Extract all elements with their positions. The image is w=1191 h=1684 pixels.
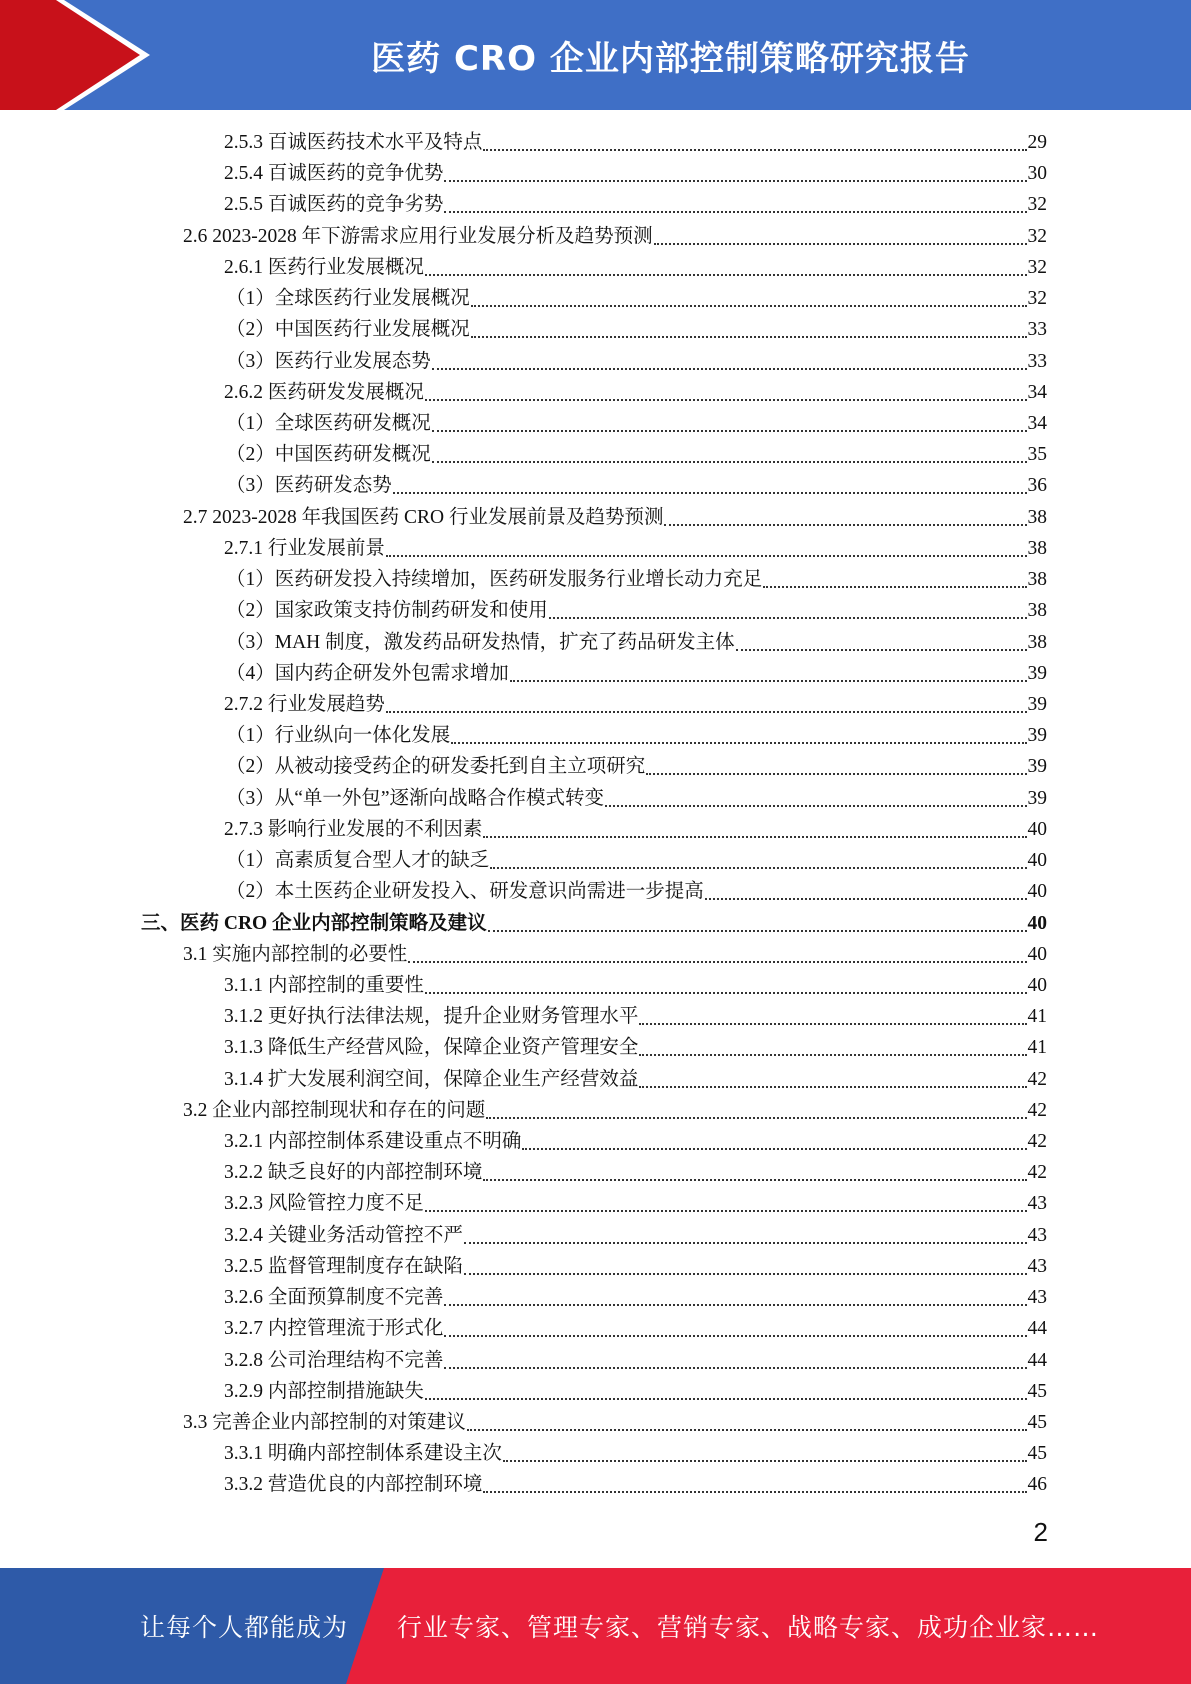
toc-entry-page: 32 xyxy=(1027,194,1047,216)
toc-entry-label: 3.2.4 关键业务活动管控不严 xyxy=(224,1224,463,1246)
toc-entry[interactable] xyxy=(224,1313,1047,1344)
toc-dot-leader xyxy=(486,1116,1026,1119)
footer-bar xyxy=(0,1568,1191,1684)
toc-dot-leader xyxy=(451,741,1026,744)
toc-entry-page: 40 xyxy=(1027,881,1047,903)
toc-dot-leader xyxy=(471,304,1027,307)
toc-entry-label: 3.2.1 内部控制体系建设重点不明确 xyxy=(224,1131,522,1153)
toc-entry-page: 40 xyxy=(1027,818,1047,840)
toc-entry[interactable] xyxy=(224,1469,1047,1500)
toc-entry[interactable] xyxy=(226,720,1047,751)
toc-entry-label: （1）全球医药行业发展概况 xyxy=(226,288,470,310)
toc-entry-page: 38 xyxy=(1027,600,1047,622)
toc-entry-page: 41 xyxy=(1027,1006,1047,1028)
toc-entry[interactable] xyxy=(226,595,1047,626)
toc-entry[interactable] xyxy=(224,377,1047,408)
toc-dot-leader xyxy=(425,1397,1027,1400)
toc-dot-leader xyxy=(763,585,1026,588)
toc-dot-leader xyxy=(444,1366,1026,1369)
toc-entry-label: 2.5.3 百诚医药技术水平及特点 xyxy=(224,132,483,153)
toc-entry-page: 43 xyxy=(1027,1255,1047,1277)
toc-entry-page: 38 xyxy=(1027,569,1047,591)
toc-entry-label: 2.7.2 行业发展趋势 xyxy=(224,693,385,715)
toc-entry-page: 33 xyxy=(1027,350,1047,372)
toc-entry[interactable] xyxy=(183,221,1047,252)
toc-entry-label: （3）MAH 制度，激发药品研发热情，扩充了药品研发主体 xyxy=(226,631,735,653)
toc-entry-page: 30 xyxy=(1027,163,1047,185)
toc-entry[interactable] xyxy=(224,1438,1047,1469)
toc-dot-leader xyxy=(425,991,1027,994)
toc-entry-label: （2）国家政策支持仿制药研发和使用 xyxy=(226,600,548,622)
toc-entry[interactable] xyxy=(224,1220,1047,1251)
toc-entry[interactable] xyxy=(226,564,1047,595)
toc-dot-leader xyxy=(483,1490,1026,1493)
toc-dot-leader xyxy=(646,772,1026,775)
toc-entry-page: 33 xyxy=(1027,319,1047,341)
toc-entry[interactable] xyxy=(141,908,1047,939)
toc-entry[interactable] xyxy=(224,1064,1047,1095)
toc-entry-page: 43 xyxy=(1027,1193,1047,1215)
toc-dot-leader xyxy=(522,1147,1026,1150)
toc-entry-page: 38 xyxy=(1027,631,1047,653)
toc-dot-leader xyxy=(605,804,1026,807)
toc-entry-label: （1）医药研发投入持续增加，医药研发服务行业增长动力充足 xyxy=(226,569,763,591)
toc-dot-leader xyxy=(488,929,1027,932)
toc-dot-leader xyxy=(464,1241,1027,1244)
toc-entry[interactable] xyxy=(224,158,1047,189)
toc-entry-page: 35 xyxy=(1027,444,1047,466)
toc-entry[interactable] xyxy=(224,1001,1047,1032)
toc-entry[interactable] xyxy=(226,876,1047,907)
toc-entry-page: 32 xyxy=(1027,288,1047,310)
toc-entry-label: 2.7.3 影响行业发展的不利因素 xyxy=(224,818,483,840)
toc-dot-leader xyxy=(503,1459,1027,1462)
toc-dot-leader xyxy=(432,429,1027,432)
toc-entry-page: 39 xyxy=(1027,756,1047,778)
toc-dot-leader xyxy=(736,648,1027,651)
toc-dot-leader xyxy=(408,960,1026,963)
toc-entry-page: 40 xyxy=(1027,943,1047,965)
toc-entry[interactable] xyxy=(183,1407,1047,1438)
toc-dot-leader xyxy=(654,242,1027,245)
toc-entry-label: （4）国内药企研发外包需求增加 xyxy=(226,662,509,684)
toc-entry[interactable] xyxy=(224,814,1047,845)
toc-entry-page: 45 xyxy=(1027,1380,1047,1402)
toc-entry[interactable] xyxy=(224,1282,1047,1313)
toc-entry-label: 2.5.4 百诚医药的竞争优势 xyxy=(224,163,444,185)
toc-entry[interactable] xyxy=(226,627,1047,658)
toc-entry-page: 34 xyxy=(1027,381,1047,403)
toc-entry-label: 3.2.5 监督管理制度存在缺陷 xyxy=(224,1255,463,1277)
footer-slogan-right: 行业专家、管理专家、营销专家、战略专家、成功企业家…… xyxy=(397,1613,1100,1642)
toc-entry-label: （2）本土医药企业研发投入、研发意识尚需进一步提高 xyxy=(226,881,704,903)
toc-entry-label: 3.1.3 降低生产经营风险，保障企业资产管理安全 xyxy=(224,1037,639,1059)
toc-dot-leader xyxy=(425,1209,1027,1212)
toc-dot-leader xyxy=(639,1053,1026,1056)
toc-entry-page: 38 xyxy=(1027,537,1047,559)
toc-entry-page: 43 xyxy=(1027,1287,1047,1309)
toc-entry-page: 32 xyxy=(1027,256,1047,278)
toc-dot-leader xyxy=(393,491,1027,494)
toc-entry[interactable] xyxy=(224,689,1047,720)
toc-dot-leader xyxy=(425,273,1027,276)
toc-entry-page: 45 xyxy=(1027,1412,1047,1434)
toc-entry-label: 3.2.2 缺乏良好的内部控制环境 xyxy=(224,1162,483,1184)
toc-entry-page: 39 xyxy=(1027,787,1047,809)
toc-entry[interactable] xyxy=(226,783,1047,814)
toc-entry-label: 3.2.7 内控管理流于形式化 xyxy=(224,1318,444,1340)
toc-entry[interactable] xyxy=(226,408,1047,439)
toc-dot-leader xyxy=(471,335,1027,338)
toc-entry[interactable] xyxy=(224,252,1047,283)
toc-entry-label: 3.1.1 内部控制的重要性 xyxy=(224,974,424,996)
toc-entry-label: 2.7.1 行业发展前景 xyxy=(224,537,385,559)
toc-dot-leader xyxy=(549,616,1027,619)
toc-entry-label: （2）中国医药研发概况 xyxy=(226,444,431,466)
toc-entry-page: 34 xyxy=(1027,412,1047,434)
toc-entry[interactable] xyxy=(183,1095,1047,1126)
toc-entry-label: （3）医药研发态势 xyxy=(226,475,392,497)
toc-dot-leader xyxy=(483,148,1026,151)
report-title: 医药 CRO 企业内部控制策略研究报告 xyxy=(371,38,970,79)
toc-entry-label: 3.3.2 营造优良的内部控制环境 xyxy=(224,1474,483,1496)
toc-dot-leader xyxy=(490,866,1026,869)
toc-entry[interactable] xyxy=(224,1126,1047,1157)
toc-entry-label: 三、医药 CRO 企业内部控制策略及建议 xyxy=(141,912,487,934)
toc-entry-page: 42 xyxy=(1027,1068,1047,1090)
toc-entry[interactable] xyxy=(226,283,1047,314)
toc-entry-label: 3.2.6 全面预算制度不完善 xyxy=(224,1287,444,1309)
toc-dot-leader xyxy=(386,554,1027,557)
toc-entry[interactable] xyxy=(224,189,1047,220)
toc-entry-label: （1）高素质复合型人才的缺乏 xyxy=(226,850,490,872)
toc-entry-label: 3.2.9 内部控制措施缺失 xyxy=(224,1380,424,1402)
toc-entry[interactable] xyxy=(226,314,1047,345)
toc-entry-label: 3.1.2 更好执行法律法规，提升企业财务管理水平 xyxy=(224,1006,639,1028)
toc-entry-page: 29 xyxy=(1027,132,1047,153)
toc-dot-leader xyxy=(510,679,1027,682)
toc-entry[interactable] xyxy=(224,970,1047,1001)
toc-entry-label: 3.2.8 公司治理结构不完善 xyxy=(224,1349,444,1371)
toc-entry[interactable] xyxy=(224,1251,1047,1282)
toc-entry-label: 2.7 2023-2028 年我国医药 CRO 行业发展前景及趋势预测 xyxy=(183,506,664,528)
toc-entry-label: 2.6 2023-2028 年下游需求应用行业发展分析及趋势预测 xyxy=(183,225,653,247)
toc-entry-label: 2.6.1 医药行业发展概况 xyxy=(224,256,424,278)
toc-dot-leader xyxy=(639,1022,1026,1025)
toc-entry-page: 39 xyxy=(1027,725,1047,747)
page-number: 2 xyxy=(1033,1517,1048,1547)
toc-entry[interactable] xyxy=(183,939,1047,970)
toc-entry[interactable] xyxy=(224,127,1047,158)
toc-entry[interactable] xyxy=(183,502,1047,533)
toc-entry-page: 44 xyxy=(1027,1349,1047,1371)
toc-entry-label: 3.2.3 风险管控力度不足 xyxy=(224,1193,424,1215)
toc-entry-page: 43 xyxy=(1027,1224,1047,1246)
toc-entry-label: 2.6.2 医药研发发展概况 xyxy=(224,381,424,403)
toc-entry[interactable] xyxy=(226,470,1047,501)
toc-dot-leader xyxy=(386,710,1027,713)
toc-entry-label: （2）从被动接受药企的研发委托到自主立项研究 xyxy=(226,756,646,778)
toc-entry-page: 42 xyxy=(1027,1131,1047,1153)
toc-entry-page: 38 xyxy=(1027,506,1047,528)
toc-dot-leader xyxy=(425,398,1027,401)
toc-entry[interactable] xyxy=(224,1376,1047,1407)
toc-entry-page: 45 xyxy=(1027,1443,1047,1465)
toc-dot-leader xyxy=(444,210,1026,213)
toc-entry-page: 32 xyxy=(1027,225,1047,247)
toc-entry-label: （1）全球医药研发概况 xyxy=(226,412,431,434)
toc-entry[interactable] xyxy=(224,1032,1047,1063)
toc-entry-page: 36 xyxy=(1027,475,1047,497)
toc-entry-label: 2.5.5 百诚医药的竞争劣势 xyxy=(224,194,444,216)
toc-entry-label: 3.3.1 明确内部控制体系建设主次 xyxy=(224,1443,502,1465)
toc-entry-page: 46 xyxy=(1027,1474,1047,1496)
toc-entry[interactable] xyxy=(224,1345,1047,1376)
toc-entry[interactable] xyxy=(226,346,1047,377)
toc-entry-label: （1）行业纵向一体化发展 xyxy=(226,725,451,747)
toc-dot-leader xyxy=(444,1303,1026,1306)
toc-entry-label: 3.1 实施内部控制的必要性 xyxy=(183,943,408,965)
toc-dot-leader xyxy=(444,1334,1026,1337)
toc-dot-leader xyxy=(705,897,1027,900)
toc-entry[interactable] xyxy=(226,658,1047,689)
toc-entry-page: 41 xyxy=(1027,1037,1047,1059)
toc-entry-page: 40 xyxy=(1027,912,1047,934)
toc-entry-page: 39 xyxy=(1027,662,1047,684)
toc-entry[interactable] xyxy=(224,1157,1047,1188)
toc-entry-label: （3）医药行业发展态势 xyxy=(226,350,431,372)
toc-dot-leader xyxy=(432,460,1027,463)
toc-dot-leader xyxy=(639,1085,1026,1088)
toc-entry-page: 42 xyxy=(1027,1099,1047,1121)
toc-dot-leader xyxy=(432,367,1027,370)
toc-entry-label: 3.3 完善企业内部控制的对策建议 xyxy=(183,1412,466,1434)
toc-dot-leader xyxy=(664,523,1026,526)
toc-entry[interactable] xyxy=(224,1188,1047,1219)
toc-entry-page: 44 xyxy=(1027,1318,1047,1340)
toc-entry[interactable] xyxy=(226,439,1047,470)
toc-dot-leader xyxy=(467,1428,1027,1431)
toc-entry-label: （2）中国医药行业发展概况 xyxy=(226,319,470,341)
toc-entry-label: 3.1.4 扩大发展利润空间，保障企业生产经营效益 xyxy=(224,1068,639,1090)
toc-entry[interactable] xyxy=(226,751,1047,782)
toc-entry[interactable] xyxy=(226,845,1047,876)
footer-slogan-left: 让每个人都能成为 xyxy=(140,1613,349,1642)
header-bar xyxy=(0,0,1191,110)
toc-entry[interactable] xyxy=(224,533,1047,564)
toc-dot-leader xyxy=(483,835,1026,838)
toc-entry-label: 3.2 企业内部控制现状和存在的问题 xyxy=(183,1099,486,1121)
toc-dot-leader xyxy=(444,179,1026,182)
toc-entry-page: 39 xyxy=(1027,693,1047,715)
toc-entry-page: 42 xyxy=(1027,1162,1047,1184)
toc-entry-page: 40 xyxy=(1027,974,1047,996)
toc-entry-label: （3）从“单一外包”逐渐向战略合作模式转变 xyxy=(226,787,605,809)
toc-dot-leader xyxy=(464,1272,1027,1275)
toc-dot-leader xyxy=(483,1178,1026,1181)
toc-entry-page: 40 xyxy=(1027,850,1047,872)
